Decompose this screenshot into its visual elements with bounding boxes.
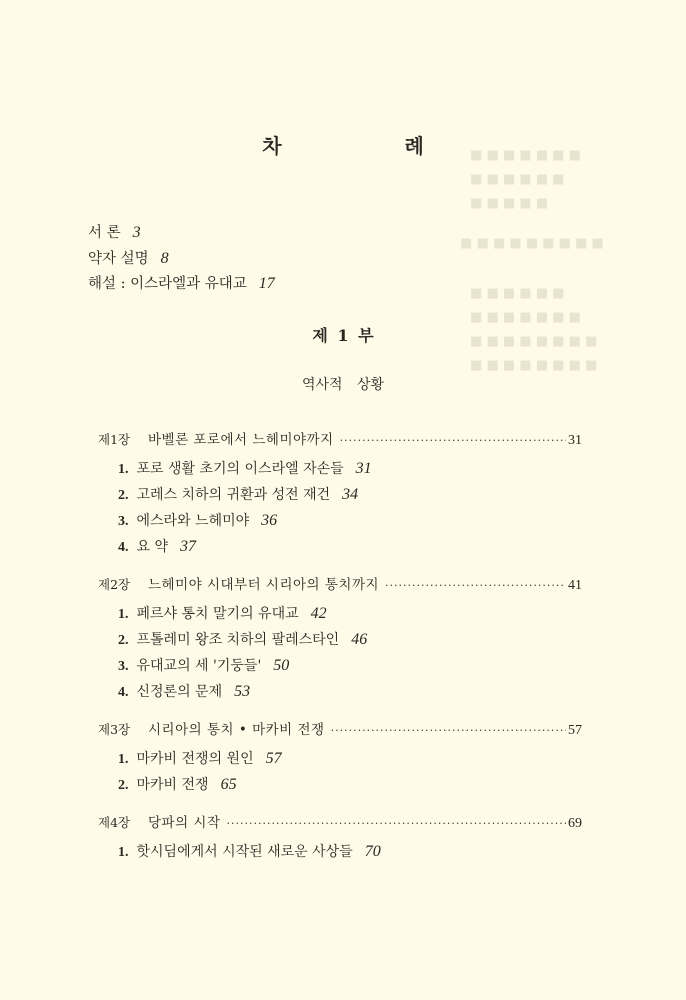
front-matter-item[interactable] <box>88 246 275 272</box>
section-title: 유대교의 세 '기둥들' <box>136 658 262 674</box>
section-title: 핫시딤에게서 시작된 새로운 사상들 <box>136 844 353 860</box>
bleed-through-text: ■ ■ ■ ■ ■ ■ <box>470 286 565 301</box>
section-page: 53 <box>234 683 251 700</box>
chapter-label: 제1장 <box>98 432 131 447</box>
section-page: 42 <box>310 605 327 622</box>
section-number: 2. <box>118 633 129 648</box>
section-title: 신정론의 문제 <box>136 684 223 700</box>
section-page: 36 <box>261 512 278 529</box>
section-title: 페르샤 통치 말기의 유대교 <box>136 606 299 622</box>
chapter-page: 57 <box>568 723 582 738</box>
chapter-title: 바벨론 포로에서 느헤미야까지 <box>148 432 334 448</box>
section-number: 1. <box>118 845 129 860</box>
bleed-through-text: ■ ■ ■ ■ ■ ■ ■ ■ ■ <box>460 236 604 251</box>
section-title: 에스라와 느헤미야 <box>136 513 250 529</box>
section-entry[interactable] <box>118 746 582 772</box>
page-title: 차 례 <box>262 134 482 158</box>
section-entry[interactable] <box>118 456 582 482</box>
section-number: 1. <box>118 462 129 477</box>
section-list <box>118 601 582 705</box>
chapter-label: 제2장 <box>98 577 131 592</box>
section-entry[interactable] <box>118 482 582 508</box>
section-number: 3. <box>118 514 129 529</box>
section-page: 37 <box>180 538 196 555</box>
part-title: 제 1 부 <box>312 326 374 345</box>
bleed-through-text: ■ ■ ■ ■ ■ ■ ■ ■ <box>470 334 598 349</box>
chapter-entry[interactable] <box>98 718 582 742</box>
chapter-entry[interactable] <box>98 573 582 597</box>
dot-leader <box>227 812 567 836</box>
chapter-list <box>98 428 582 878</box>
section-number: 4. <box>118 685 129 700</box>
chapter-entry[interactable] <box>98 811 582 835</box>
section-number: 3. <box>118 659 129 674</box>
dot-leader <box>331 719 566 743</box>
section-page: 57 <box>265 750 282 767</box>
section-page: 50 <box>273 657 290 674</box>
dot-leader <box>340 429 566 453</box>
section-title: 프톨레미 왕조 치하의 팔레스타인 <box>136 632 340 648</box>
chapter-title: 시리아의 통치 • 마카비 전쟁 <box>148 722 325 738</box>
section-page: 31 <box>355 460 372 477</box>
chapter-title: 당파의 시작 <box>148 815 221 831</box>
section-page: 65 <box>220 776 237 793</box>
section-entry[interactable] <box>118 601 582 627</box>
bleed-through-text: ■ ■ ■ ■ ■ <box>470 196 548 211</box>
section-number: 2. <box>118 778 129 793</box>
section-title: 고레스 치하의 귀환과 성전 재건 <box>136 487 331 503</box>
front-matter-page: 8 <box>160 249 169 267</box>
front-matter-label: 서 론 <box>88 225 121 241</box>
section-entry[interactable] <box>118 508 582 534</box>
front-matter-label: 약자 설명 <box>88 250 149 267</box>
bleed-through-text: ■ ■ ■ ■ ■ ■ ■ <box>470 310 581 325</box>
front-matter-label: 해설 : 이스라엘과 유대교 <box>88 276 247 292</box>
front-matter-item[interactable] <box>88 220 275 246</box>
section-list <box>118 746 582 798</box>
chapter-page: 31 <box>568 433 582 448</box>
front-matter-item[interactable] <box>88 271 275 297</box>
section-entry[interactable] <box>118 627 582 653</box>
chapter-page: 41 <box>568 578 582 593</box>
section-page: 70 <box>364 843 381 860</box>
section-number: 2. <box>118 488 129 503</box>
bleed-through-text: ■ ■ ■ ■ ■ ■ <box>470 172 565 187</box>
part-subtitle: 역사적 상황 <box>301 377 385 393</box>
section-page: 46 <box>351 631 368 648</box>
bleed-through-text: ■ ■ ■ ■ ■ ■ ■ <box>470 148 581 163</box>
section-entry[interactable] <box>118 772 582 798</box>
chapter-label: 제3장 <box>98 722 131 737</box>
chapter-page: 69 <box>568 816 582 831</box>
section-entry[interactable] <box>118 653 582 679</box>
section-number: 4. <box>118 540 129 555</box>
dot-leader <box>385 574 566 598</box>
chapter-label: 제4장 <box>98 815 131 830</box>
section-title: 마카비 전쟁의 원인 <box>136 751 254 767</box>
chapter-title: 느헤미야 시대부터 시리아의 통치까지 <box>148 577 380 593</box>
section-entry[interactable] <box>118 839 582 865</box>
front-matter-page: 3 <box>132 224 141 241</box>
section-list <box>118 839 582 865</box>
section-entry[interactable] <box>118 534 582 560</box>
section-title: 요 약 <box>136 539 168 555</box>
front-matter-page: 17 <box>258 275 275 292</box>
section-number: 1. <box>118 607 129 622</box>
section-entry[interactable] <box>118 679 582 705</box>
front-matter-list <box>88 220 275 297</box>
section-number: 1. <box>118 752 129 767</box>
chapter-entry[interactable] <box>98 428 582 452</box>
section-title: 포로 생활 초기의 이스라엘 자손들 <box>136 461 344 477</box>
section-title: 마카비 전쟁 <box>136 777 209 793</box>
section-page: 34 <box>342 486 359 503</box>
section-list <box>118 456 582 560</box>
bleed-through-text: ■ ■ ■ ■ ■ ■ ■ ■ <box>470 358 598 373</box>
